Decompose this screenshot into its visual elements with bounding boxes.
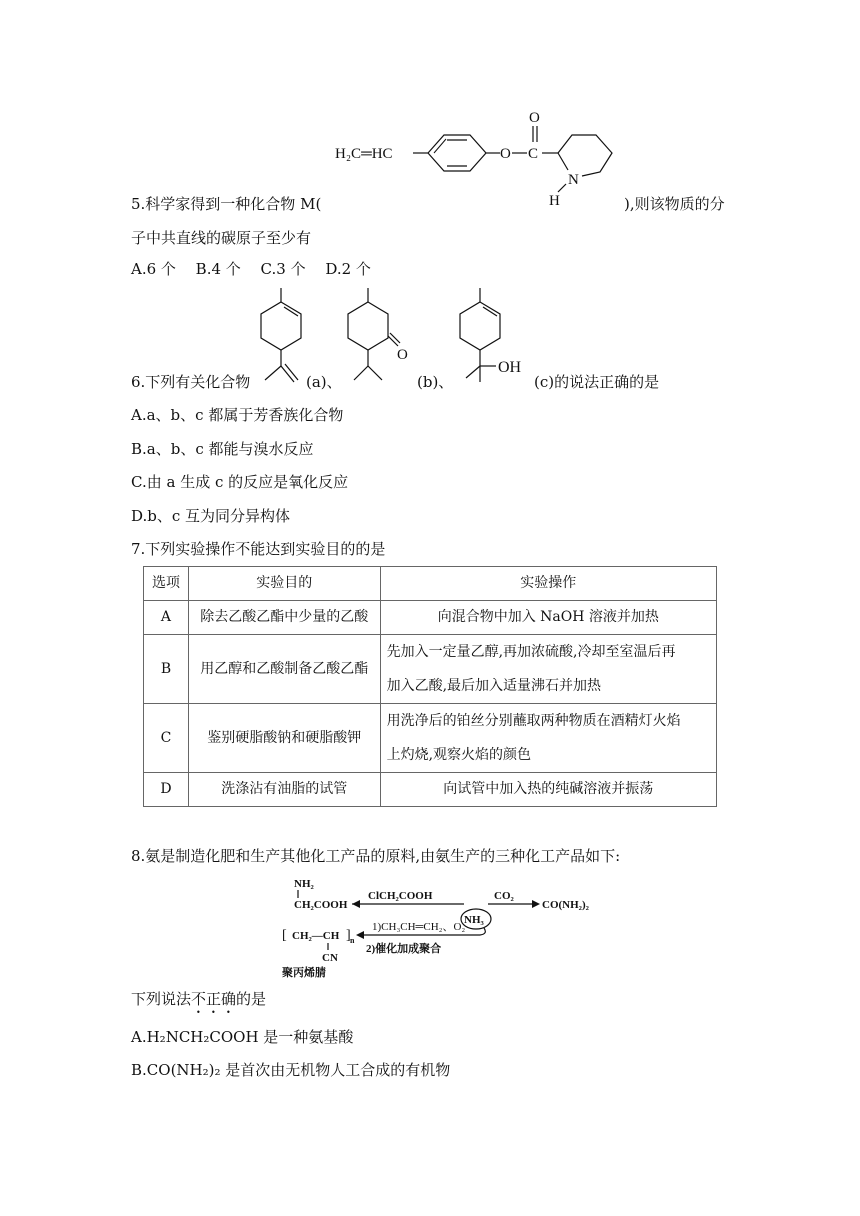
chloroacetic-acid-label: ClCH₂COOH: [368, 890, 433, 902]
compound-m-structure: [330, 108, 630, 208]
row-goal: 除去乙酸乙酯中少量的乙酸: [188, 601, 380, 635]
polymer-name-label: 聚丙烯腈: [282, 967, 326, 979]
experiment-table: [143, 566, 717, 807]
q8-prompt-emphasis: 不正确: [191, 990, 237, 1008]
header-operation: 实验操作: [380, 567, 716, 601]
row-goal: 用乙醇和乙酸制备乙酸乙酯: [188, 635, 380, 704]
glycine-nh2-label: NH₂: [294, 878, 314, 890]
table-row: [144, 601, 717, 635]
row-goal: 鉴别硬脂酸钠和硬脂酸钾: [188, 704, 380, 773]
compound-b-structure: [342, 284, 414, 390]
vinyl-label: H₂C═HC: [335, 146, 393, 162]
q6-label-a: (a)、: [306, 373, 342, 391]
table-row: [144, 704, 717, 773]
q6-option-c: C.由 a 生成 c 的反应是氧化反应: [131, 473, 349, 491]
row-option: D: [144, 773, 189, 807]
q8-option-a: A.H₂NCH₂COOH 是一种氨基酸: [131, 1028, 354, 1046]
glycine-chain-label: CH₂COOH: [294, 899, 348, 911]
q6-option-d: D.b、c 互为同分异构体: [131, 507, 291, 525]
polymer-n-label: n: [350, 936, 355, 945]
row-operation: 向试管中加入热的纯碱溶液并振荡: [380, 773, 716, 807]
step2-label: 2)催化加成聚合: [366, 943, 442, 955]
compound-a-structure: [254, 284, 308, 390]
hydrogen-label: H: [549, 193, 560, 208]
q6-option-a: A.a、b、c 都属于芳香族化合物: [131, 406, 344, 424]
table-row: [144, 635, 717, 704]
nitrile-label: CN: [322, 952, 338, 964]
ammonia-label: NH₃: [464, 914, 484, 926]
q5-suffix: ),则该物质的分: [624, 195, 725, 213]
carbonyl-carbon-label: C: [528, 146, 539, 162]
polymer-chain-label: CH₂—CH: [292, 930, 340, 942]
svg-text:[: [: [282, 928, 287, 943]
row-option: A: [144, 601, 189, 635]
q8-stem: 8.氨是制造化肥和生产其他化工产品的原料,由氨生产的三种化工产品如下:: [131, 847, 621, 865]
q5-line2: 子中共直线的碳原子至少有: [131, 229, 312, 247]
row-option: C: [144, 704, 189, 773]
q8-prompt-pre: 下列说法: [131, 990, 192, 1008]
row-operation-line1: 用洗净后的铂丝分别蘸取两种物质在酒精灯火焰: [386, 713, 681, 729]
table-header-row: [144, 567, 717, 601]
row-operation: [380, 704, 716, 773]
q8-option-b: B.CO(NH₂)₂ 是首次由无机物人工合成的有机物: [131, 1061, 451, 1079]
ammonia-reaction-scheme: [280, 872, 600, 982]
step1-label: 1)CH₃CH═CH₂、O₂: [372, 921, 466, 933]
table-row: [144, 773, 717, 807]
carbonyl-oxygen-label: O: [529, 110, 540, 126]
row-option: B: [144, 635, 189, 704]
ketone-oxygen-label: O: [397, 347, 408, 363]
row-operation: [380, 635, 716, 704]
q6-option-b: B.a、b、c 都能与溴水反应: [131, 440, 314, 458]
carbon-dioxide-label: CO₂: [494, 890, 514, 902]
q5-prefix: 5.科学家得到一种化合物 M(: [131, 195, 322, 213]
q5-options: A.6 个 B.4 个 C.3 个 D.2 个: [131, 260, 371, 278]
q6-label-c: (c)的说法正确的是: [534, 373, 660, 391]
header-goal: 实验目的: [188, 567, 380, 601]
row-goal: 洗涤沾有油脂的试管: [188, 773, 380, 807]
row-operation-line2: 加入乙酸,最后加入适量沸石并加热: [386, 678, 602, 694]
svg-text:]: ]: [346, 928, 351, 943]
q8-prompt: [131, 989, 266, 1017]
nitrogen-label: N: [568, 172, 579, 188]
q7-stem: 7.下列实验操作不能达到实验目的的是: [131, 540, 386, 558]
q6-prefix: 6.下列有关化合物: [131, 373, 251, 391]
urea-label: CO(NH₂)₂: [542, 899, 589, 911]
row-operation-line2: 上灼烧,观察火焰的颜色: [386, 747, 532, 763]
compound-c-structure: [454, 284, 532, 390]
row-operation: 向混合物中加入 NaOH 溶液并加热: [380, 601, 716, 635]
row-operation-line1: 先加入一定量乙醇,再加浓硫酸,冷却至室温后再: [386, 644, 676, 660]
q8-prompt-post: 的是: [236, 990, 267, 1008]
hydroxyl-label: OH: [498, 359, 522, 376]
header-option: 选项: [144, 567, 189, 601]
ester-oxygen-label: O: [500, 146, 511, 162]
q6-label-b: (b)、: [417, 373, 454, 391]
